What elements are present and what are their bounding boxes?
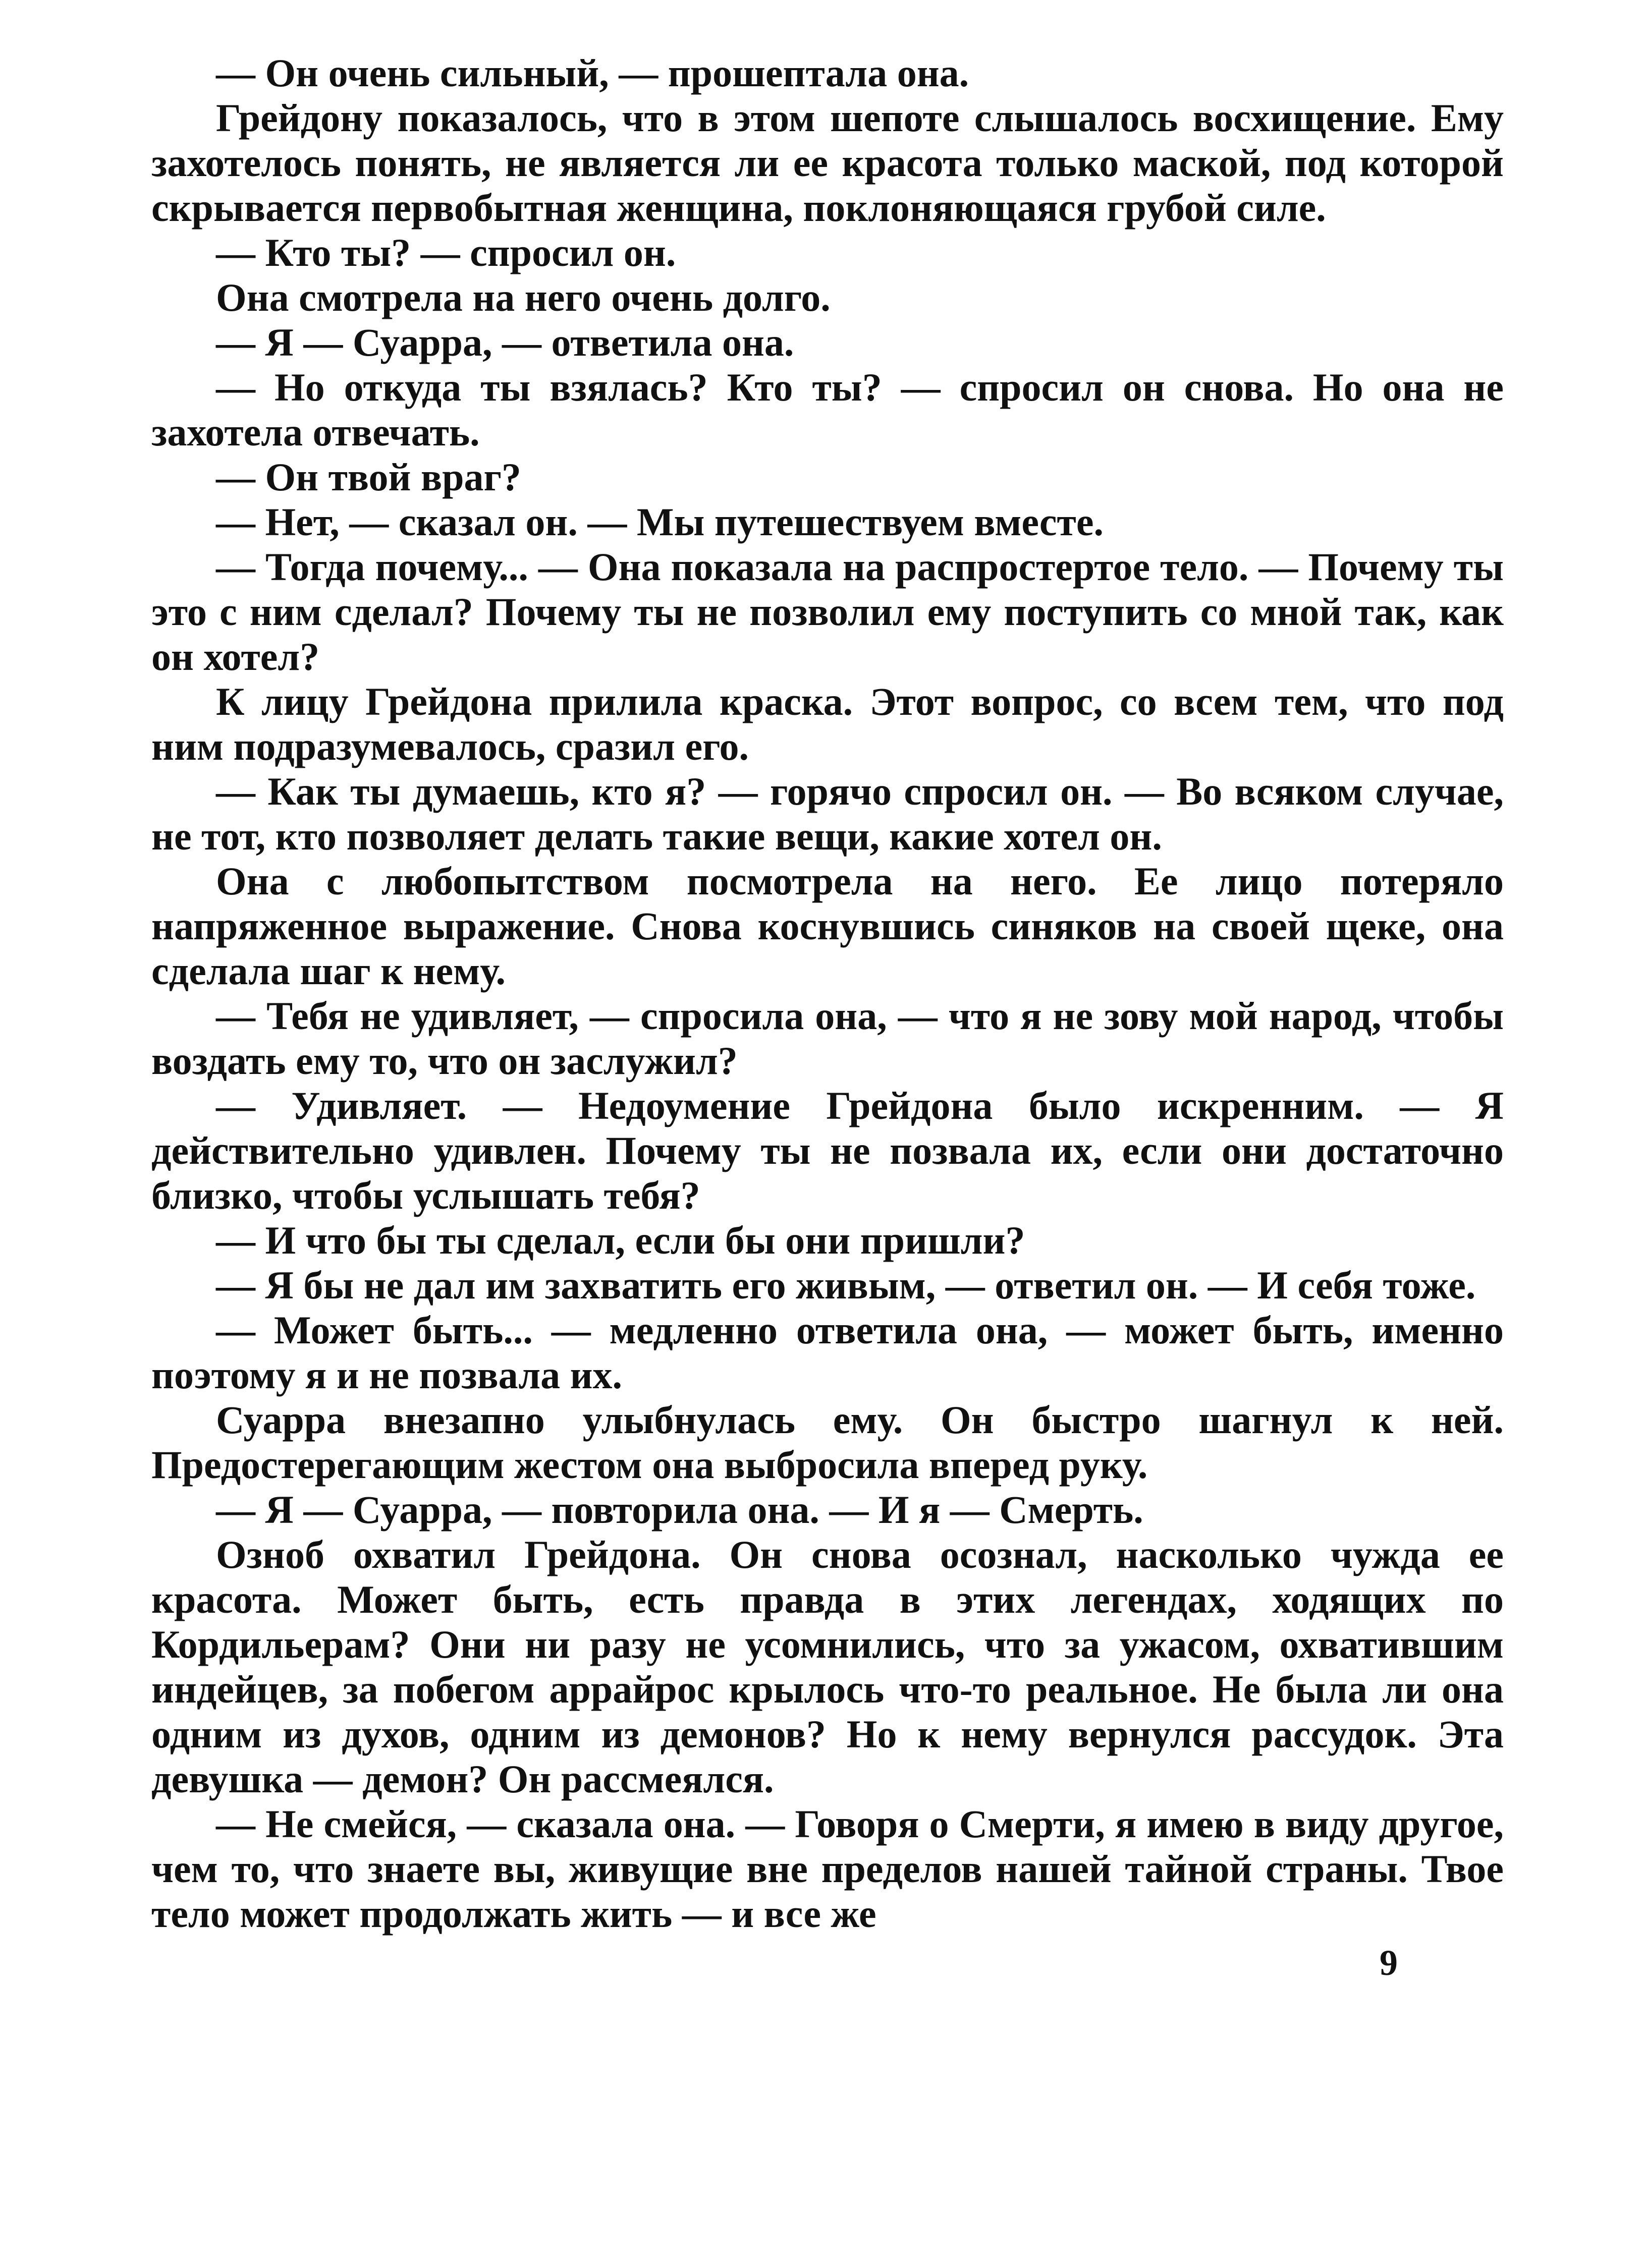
page-number: 9 — [1380, 1943, 1398, 1983]
paragraph: — Тебя не удивляет, — спросила она, — что я не зову мой народ, чтобы воздать ему то, что он заслужил? — [151, 994, 1504, 1083]
paragraph: Озноб охватил Грейдона. Он снова осознал, насколько чужда ее красота. Может быть, есть правда в этих легендах, ходящих по Кордильерам? Они ни разу не усомнились, что за ужасом, охватившим индейцев, за побегом аррайрос крылось что-то реальное. Не была ли она одним из духов, одним из демонов? Но к нему вернулся рассудок. Эта девушка — демон? Он рассмеялся. — [151, 1533, 1504, 1801]
paragraph: — Как ты думаешь, кто я? — горячо спросил он. — Во всяком случае, не тот, кто позволяет делать такие вещи, какие хотел он. — [151, 769, 1504, 858]
paragraph: — Тогда почему... — Она показала на распростертое тело. — Почему ты это с ним сделал? Почему ты не позволил ему поступить со мной так, как он хотел? — [151, 545, 1504, 678]
paragraph: — Может быть... — медленно ответила она, — может быть, именно поэтому я и не позвала их. — [151, 1308, 1504, 1397]
paragraph: — Он твой враг? — [216, 455, 521, 499]
paragraph: — Нет, — сказал он. — Мы путешествуем вместе. — [216, 500, 1104, 544]
paragraph: — Кто ты? — спросил он. — [216, 231, 676, 274]
paragraph: Она смотрела на него очень долго. — [216, 275, 831, 319]
paragraph: Грейдону показалось, что в этом шепоте слышалось восхищение. Ему захотелось понять, не является ли ее красота только маской, под которой скрывается первобытная женщина, поклоняющаяся грубой силе. — [151, 96, 1504, 230]
paragraph: — Он очень сильный, — прошептала она. — [216, 51, 969, 95]
paragraph: — Я — Суарра, — повторила она. — И я — Смерть. — [216, 1488, 1143, 1532]
paragraph: К лицу Грейдона прилила краска. Этот вопрос, со всем тем, что под ним подразумевалось, сразил его. — [151, 679, 1504, 768]
paragraph: — Я бы не дал им захватить его живым, — ответил он. — И себя тоже. — [216, 1263, 1476, 1307]
book-page — [151, 50, 1504, 2220]
paragraph: Она с любопытством посмотрела на него. Ее лицо потеряло напряженное выражение. Снова коснувшись синяков на своей щеке, она сделала шаг к нему. — [151, 859, 1504, 993]
paragraph: Суарра внезапно улыбнулась ему. Он быстро шагнул к ней. Предостерегающим жестом она выбросила вперед руку. — [151, 1398, 1504, 1487]
paragraph: — Удивляет. — Недоумение Грейдона было искренним. — Я действительно удивлен. Почему ты не позвала их, если они достаточно близко, чтобы услышать тебя? — [151, 1084, 1504, 1217]
paragraph: — И что бы ты сделал, если бы они пришли? — [216, 1218, 1025, 1262]
paragraph: — Я — Суарра, — ответила она. — [216, 320, 794, 364]
body-text — [151, 50, 1504, 1936]
paragraph: — Но откуда ты взялась? Кто ты? — спросил он снова. Но она не захотела отвечать. — [151, 365, 1504, 454]
paragraph: — Не смейся, — сказала она. — Говоря о Смерти, я имею в виду другое, чем то, что знаете вы, живущие вне пределов нашей тайной страны. Твое тело может продолжать жить — и все же — [151, 1802, 1504, 1936]
